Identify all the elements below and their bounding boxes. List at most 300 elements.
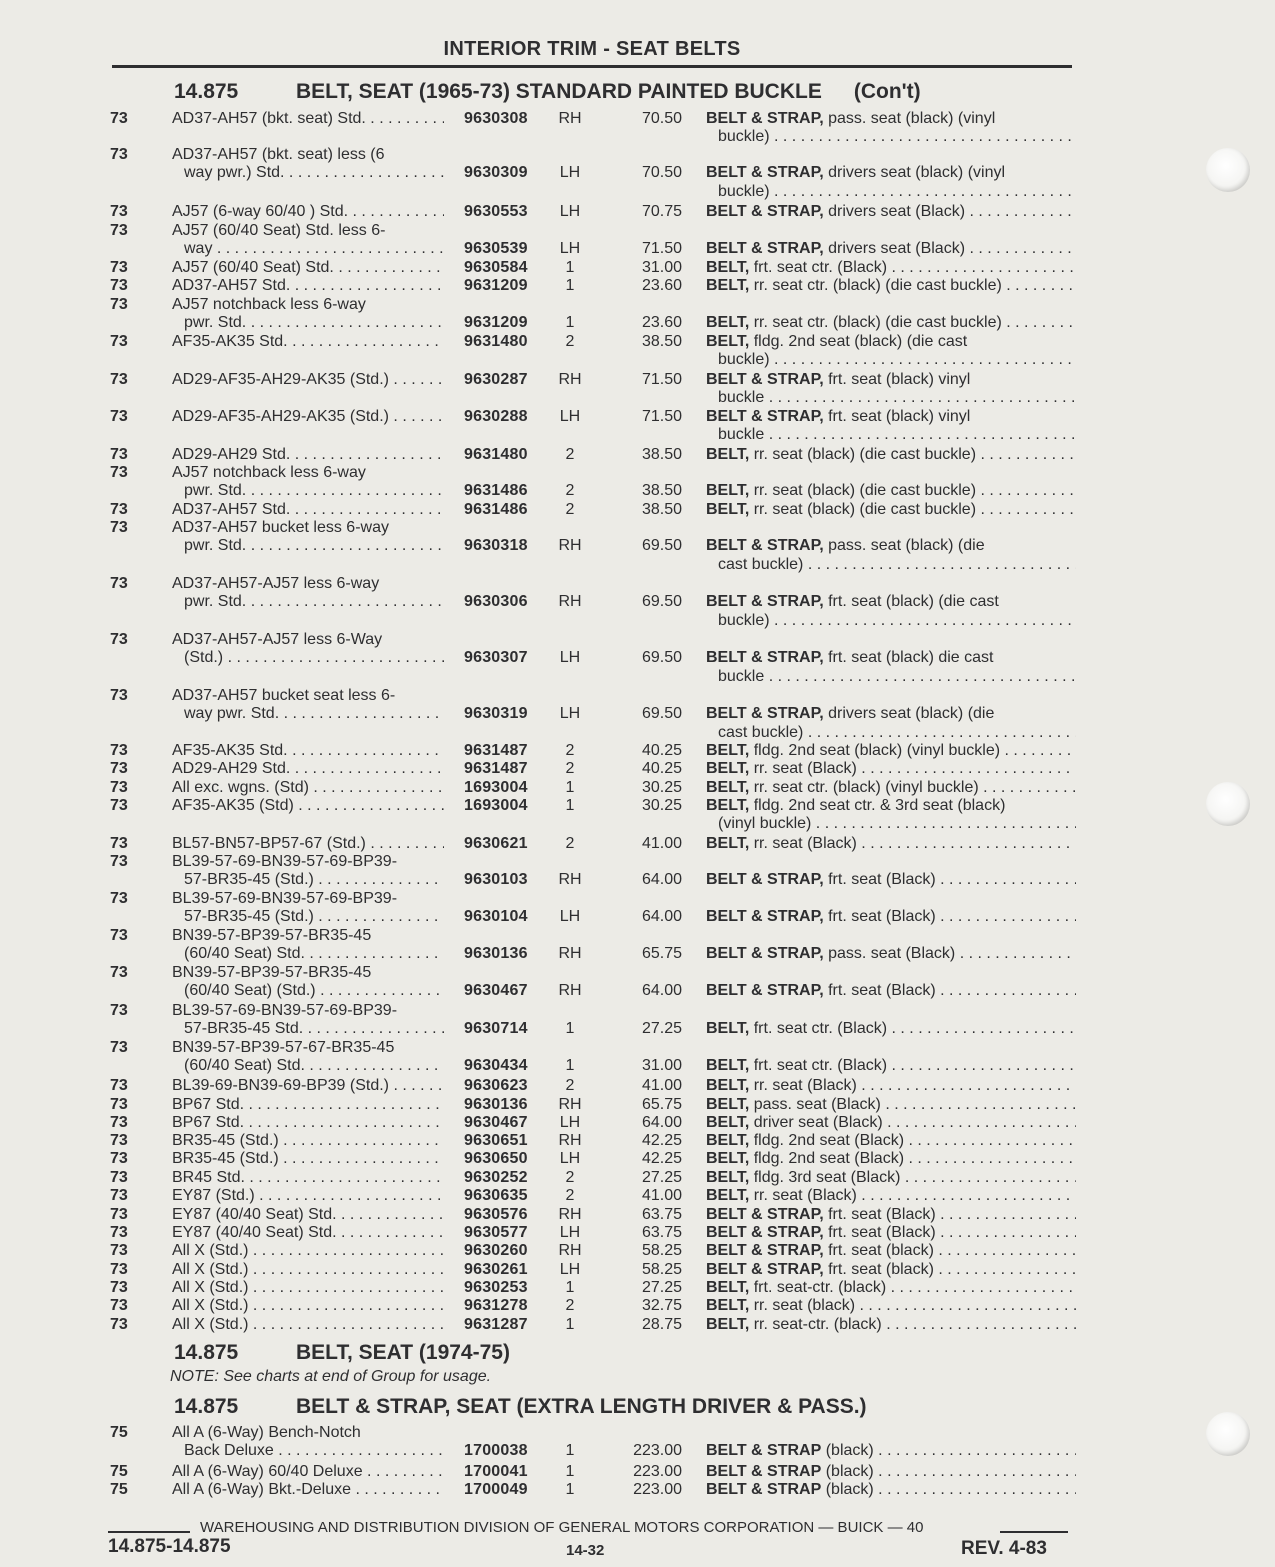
- part-number: 9631278: [464, 1297, 528, 1314]
- quantity: 2: [565, 333, 575, 350]
- model-description: [172, 575, 444, 612]
- part-name-bold: BELT,: [706, 1114, 750, 1131]
- part-detail: driver seat (Black): [753, 1114, 883, 1131]
- part-detail: rr. seat (Black): [753, 760, 857, 777]
- price: 63.75: [641, 1206, 682, 1223]
- description-line: All X (Std.) . . .: [172, 1297, 444, 1315]
- quantity: LH: [559, 1114, 581, 1131]
- header-rule: [112, 65, 1072, 68]
- part-name-line: [706, 649, 1076, 667]
- part-detail: frt. seat ctr. (Black): [753, 1020, 888, 1038]
- price: 32.75: [641, 1297, 682, 1314]
- part-name: [706, 908, 1076, 926]
- price: 64.00: [641, 1114, 682, 1131]
- part-detail: (black): [825, 1442, 874, 1460]
- part-name-line: [706, 240, 1076, 258]
- part-detail: buckle): [718, 182, 770, 200]
- part-name: [706, 945, 1076, 963]
- part-name-bold: BELT,: [706, 835, 750, 852]
- model-description: [172, 742, 444, 760]
- part-name: [706, 593, 1076, 630]
- part-name: [706, 649, 1076, 686]
- part-detail: rr. seat-ctr. (black): [753, 1316, 882, 1333]
- part-detail: pass. seat (Black): [828, 945, 956, 963]
- quantity: 1: [565, 1020, 575, 1038]
- part-name-line: [706, 556, 1076, 574]
- part-number: 9630287: [464, 371, 528, 388]
- model-year: 73: [110, 927, 128, 944]
- quantity: LH: [559, 164, 581, 182]
- model-description: [172, 853, 444, 890]
- quantity: 2: [565, 742, 575, 759]
- quantity: 1: [565, 1442, 575, 1460]
- part-name: [706, 203, 1076, 221]
- description-line: AD37-AH57 Std. . . .: [172, 501, 444, 519]
- part-name-line: [706, 1096, 1076, 1114]
- model-year: 73: [110, 296, 128, 313]
- section-heading: [174, 1341, 510, 1365]
- model-description: [172, 519, 444, 556]
- part-name-line: [706, 705, 1076, 723]
- part-detail: frt. seat (Black): [828, 908, 936, 926]
- part-name-bold: BELT,: [706, 1132, 750, 1149]
- description-line: BP67 Std. . . .: [172, 1096, 444, 1114]
- quantity: 2: [565, 1169, 575, 1186]
- model-description: [172, 277, 444, 295]
- description-line: AD29-AF35-AH29-AK35 (Std.) . . .: [172, 408, 444, 426]
- quantity: LH: [559, 908, 581, 926]
- model-description: [172, 203, 444, 221]
- section-number: 14.875: [174, 1341, 239, 1364]
- quantity: LH: [559, 1224, 581, 1241]
- description-line: EY87 (Std.) . . .: [172, 1187, 444, 1205]
- part-name-line: [706, 612, 1076, 630]
- price: 64.00: [641, 982, 682, 1000]
- section-continued: (Con't): [853, 80, 921, 103]
- part-number: 1700041: [464, 1463, 528, 1480]
- part-name-bold: BELT & STRAP,: [706, 408, 824, 425]
- part-name: [706, 259, 1076, 277]
- section-number: 14.875: [174, 1395, 239, 1418]
- model-description: [172, 1297, 444, 1315]
- price: 71.50: [641, 408, 682, 425]
- part-name-line: [706, 1463, 1076, 1481]
- description-line: AD37-AH57-AJ57 less 6-Way: [172, 631, 383, 648]
- part-name: [706, 333, 1076, 370]
- footer-group-range: 14.875-14.875: [108, 1536, 231, 1557]
- part-name-line: [706, 835, 1076, 853]
- part-name-bold: BELT,: [706, 742, 750, 759]
- part-number: 9630539: [464, 240, 528, 258]
- part-number: 9630650: [464, 1150, 528, 1167]
- part-name: [706, 110, 1076, 147]
- description-line: way pwr.) Std. . . .: [172, 164, 444, 182]
- section-title: BELT, SEAT (1974-75): [296, 1341, 510, 1364]
- part-detail: drivers seat (black) (die: [828, 705, 995, 723]
- quantity: LH: [559, 1150, 581, 1167]
- part-name: [706, 371, 1076, 408]
- part-name: [706, 779, 1076, 797]
- model-description: [172, 1224, 444, 1242]
- price: 38.50: [641, 446, 682, 463]
- part-name-line: [706, 351, 1076, 369]
- model-year: 73: [110, 1096, 128, 1113]
- part-name-bold: BELT & STRAP,: [706, 1206, 824, 1223]
- part-name: [706, 482, 1076, 500]
- part-name: [706, 835, 1076, 853]
- part-detail: fldg. 2nd seat (black) (die cast: [753, 333, 968, 350]
- model-year: 73: [110, 1169, 128, 1186]
- quantity: LH: [559, 408, 581, 425]
- part-name-line: [706, 779, 1076, 797]
- price: 69.50: [641, 537, 682, 555]
- part-number: 1700049: [464, 1481, 528, 1498]
- description-line: BR35-45 (Std.) . . .: [172, 1132, 444, 1150]
- quantity: RH: [558, 1132, 582, 1149]
- description-line: All X (Std.) . . .: [172, 1316, 444, 1334]
- part-name-bold: BELT,: [706, 779, 750, 796]
- part-detail: pass. seat (black) (die: [828, 537, 985, 555]
- part-name: [706, 1206, 1076, 1224]
- price: 64.00: [641, 871, 682, 889]
- part-name-bold: BELT,: [706, 1297, 750, 1314]
- price: 30.25: [641, 797, 682, 814]
- part-number: 1700038: [464, 1442, 528, 1460]
- model-year: 73: [110, 277, 128, 294]
- description-line: pwr. Std. . . .: [172, 314, 444, 332]
- quantity: RH: [558, 982, 582, 1000]
- quantity: 1: [565, 314, 575, 332]
- part-name: [706, 1096, 1076, 1114]
- part-name-line: [706, 724, 1076, 742]
- part-detail: rr. seat ctr. (black) (die cast buckle): [753, 314, 1002, 332]
- price: 41.00: [641, 835, 682, 852]
- model-description: [172, 1316, 444, 1334]
- description-line: pwr. Std. . . .: [172, 537, 444, 555]
- part-name-line: [706, 945, 1076, 963]
- footer-rule: [108, 1531, 190, 1533]
- model-year: 73: [110, 519, 128, 536]
- part-name-line: [706, 183, 1076, 201]
- part-name: [706, 1242, 1076, 1260]
- model-description: [172, 835, 444, 853]
- part-name-line: [706, 871, 1076, 889]
- part-number: 9630309: [464, 164, 528, 182]
- model-year: 73: [110, 631, 128, 648]
- part-name-bold: BELT & STRAP: [706, 1442, 822, 1460]
- description-line: (60/40 Seat) Std. . . .: [172, 1057, 444, 1075]
- part-number: 9630553: [464, 203, 528, 220]
- price: 69.50: [641, 649, 682, 667]
- part-name-line: [706, 1077, 1076, 1095]
- part-name-line: [706, 277, 1076, 295]
- model-description: [172, 408, 444, 426]
- part-name-bold: BELT & STRAP,: [706, 371, 824, 388]
- model-year: 73: [110, 1002, 128, 1019]
- price: 65.75: [641, 1096, 682, 1113]
- section-heading: [174, 80, 921, 104]
- model-description: [172, 1279, 444, 1297]
- part-detail: frt. seat-ctr. (black): [753, 1279, 887, 1296]
- part-name-bold: BELT,: [706, 482, 750, 500]
- description-line: AD29-AH29 Std. . . .: [172, 446, 444, 464]
- part-name-line: [706, 1316, 1076, 1334]
- description-line: BL39-57-69-BN39-57-69-BP39-: [172, 1002, 398, 1019]
- part-detail: rr. seat ctr. (black) (die cast buckle): [753, 277, 1002, 294]
- part-name-line: [706, 482, 1076, 500]
- price: 31.00: [641, 1057, 682, 1075]
- model-description: [172, 371, 444, 389]
- model-year: 73: [110, 853, 128, 870]
- part-name: [706, 705, 1076, 742]
- model-year: 73: [110, 1316, 128, 1333]
- part-detail: frt. seat (Black): [828, 982, 936, 1000]
- part-detail: buckle: [718, 389, 765, 407]
- part-name-line: [706, 1206, 1076, 1224]
- part-name: [706, 1020, 1076, 1038]
- price: 70.50: [641, 164, 682, 182]
- model-description: [172, 1002, 444, 1039]
- quantity: RH: [558, 1206, 582, 1223]
- model-year: 73: [110, 203, 128, 220]
- part-detail: rr. seat (black) (die cast buckle): [753, 501, 977, 518]
- price: 71.50: [641, 240, 682, 258]
- model-description: [172, 259, 444, 277]
- description-line: BP67 Std. . . .: [172, 1114, 444, 1132]
- model-year: 73: [110, 1187, 128, 1204]
- price: 70.75: [641, 203, 682, 220]
- part-name-bold: BELT & STRAP,: [706, 945, 824, 963]
- price: 69.50: [641, 705, 682, 723]
- quantity: 1: [565, 277, 575, 294]
- quantity: 1: [565, 1279, 575, 1296]
- part-name-line: [706, 1114, 1076, 1132]
- part-detail: fldg. 3rd seat (Black): [753, 1169, 901, 1186]
- part-name-bold: BELT,: [706, 446, 750, 463]
- part-number: 9630136: [464, 1096, 528, 1113]
- description-line: pwr. Std. . . .: [172, 482, 444, 500]
- part-detail: rr. seat (Black): [753, 835, 857, 852]
- part-name-bold: BELT & STRAP: [706, 1463, 822, 1480]
- part-name-bold: BELT,: [706, 1150, 750, 1167]
- table-row: [0, 575, 1275, 631]
- table-row: [0, 519, 1275, 575]
- description-line: AD37-AH57 bucket seat less 6-: [172, 687, 396, 704]
- part-name: [706, 1481, 1076, 1499]
- description-line: All A (6-Way) Bkt.-Deluxe . . .: [172, 1481, 444, 1499]
- price: 70.50: [641, 110, 682, 127]
- model-description: [172, 222, 444, 259]
- description-line: All exc. wgns. (Std) . . .: [172, 779, 444, 797]
- quantity: 2: [565, 446, 575, 463]
- part-name-line: [706, 537, 1076, 555]
- part-name-line: [706, 1057, 1076, 1075]
- quantity: LH: [559, 203, 581, 220]
- model-description: [172, 927, 444, 964]
- description-line: AD37-AH57-AJ57 less 6-way: [172, 575, 380, 592]
- part-number: 9630260: [464, 1242, 528, 1259]
- part-detail: frt. seat (black) vinyl: [828, 408, 971, 425]
- part-name-line: [706, 426, 1076, 444]
- part-detail: drivers seat (Black): [828, 240, 966, 258]
- part-name: [706, 164, 1076, 201]
- description-line: (60/40 Seat) Std. . . .: [172, 945, 444, 963]
- model-year: 73: [110, 890, 128, 907]
- price: 23.60: [641, 277, 682, 294]
- description-line: BL39-69-BN39-69-BP39 (Std.) . . .: [172, 1077, 444, 1095]
- price: 223.00: [633, 1442, 682, 1460]
- price: 27.25: [641, 1279, 682, 1296]
- part-name-line: [706, 908, 1076, 926]
- quantity: LH: [559, 240, 581, 258]
- part-name-line: [706, 815, 1076, 833]
- description-line: AF35-AK35 (Std) . . .: [172, 797, 444, 815]
- part-number: 9630307: [464, 649, 528, 667]
- table-row: [0, 146, 1275, 202]
- description-line: BL39-57-69-BN39-57-69-BP39-: [172, 853, 398, 870]
- description-line: EY87 (40/40 Seat) Std. . . .: [172, 1224, 444, 1242]
- part-detail: frt. seat ctr. (Black): [753, 1057, 888, 1075]
- price: 40.25: [641, 760, 682, 777]
- quantity: 1: [565, 797, 575, 814]
- part-name-bold: BELT,: [706, 259, 750, 276]
- price: 28.75: [641, 1316, 682, 1333]
- model-description: [172, 501, 444, 519]
- model-year: 73: [110, 1150, 128, 1167]
- part-number: 9630252: [464, 1169, 528, 1186]
- model-description: [172, 146, 444, 183]
- part-detail: rr. seat (black) (die cast buckle): [753, 446, 977, 463]
- part-number: 9630253: [464, 1279, 528, 1296]
- part-name-line: [706, 1261, 1076, 1279]
- usage-note: NOTE: See charts at end of Group for usage.: [170, 1368, 492, 1385]
- page-title: INTERIOR TRIM - SEAT BELTS: [443, 38, 741, 60]
- model-description: [172, 890, 444, 927]
- description-line: BN39-57-BP39-57-67-BR35-45: [172, 1039, 395, 1056]
- model-year: 73: [110, 501, 128, 518]
- description-line: EY87 (40/40 Seat) Std. . . .: [172, 1206, 444, 1224]
- part-number: 9630635: [464, 1187, 528, 1204]
- model-year: 73: [110, 1297, 128, 1314]
- part-name-bold: BELT,: [706, 797, 750, 814]
- part-name-bold: BELT,: [706, 1020, 750, 1038]
- description-line: AD37-AH57 bucket less 6-way: [172, 519, 389, 536]
- part-detail: cast buckle): [718, 555, 804, 573]
- part-name: [706, 1114, 1076, 1132]
- part-detail: rr. seat (Black): [753, 1077, 857, 1094]
- model-description: [172, 446, 444, 464]
- quantity: 1: [565, 1481, 575, 1498]
- part-name-bold: BELT,: [706, 1169, 750, 1186]
- part-detail: frt. seat (black) die cast: [828, 649, 994, 667]
- part-detail: frt. seat (black): [828, 1242, 934, 1259]
- part-number: 9630623: [464, 1077, 528, 1094]
- part-detail: fldg. 2nd seat ctr. & 3rd seat (black): [753, 797, 1006, 814]
- part-number: 9630714: [464, 1020, 528, 1038]
- model-description: [172, 779, 444, 797]
- description-line: All X (Std.) . . .: [172, 1242, 444, 1260]
- part-name-bold: BELT,: [706, 1096, 750, 1113]
- part-name-line: [706, 408, 1076, 426]
- part-name-line: [706, 982, 1076, 1000]
- description-line: BN39-57-BP39-57-BR35-45: [172, 927, 372, 944]
- part-name-line: [706, 446, 1076, 464]
- part-number: 9630103: [464, 871, 528, 889]
- part-name: [706, 1224, 1076, 1242]
- part-number: 9630467: [464, 1114, 528, 1131]
- model-year: 73: [110, 446, 128, 463]
- part-number: 9630318: [464, 537, 528, 555]
- description-line: way . . .: [172, 240, 444, 258]
- part-number: 9630577: [464, 1224, 528, 1241]
- description-line: All X (Std.) . . .: [172, 1279, 444, 1297]
- part-number: 9630584: [464, 259, 528, 276]
- model-description: [172, 1242, 444, 1260]
- part-name-bold: BELT,: [706, 1279, 750, 1296]
- part-name-bold: BELT & STRAP,: [706, 240, 824, 258]
- model-description: [172, 1132, 444, 1150]
- description-line: 57-BR35-45 (Std.) . . .: [172, 871, 444, 889]
- part-detail: buckle: [718, 667, 765, 685]
- description-line: AJ57 notchback less 6-way: [172, 464, 366, 481]
- model-year: 73: [110, 110, 128, 127]
- part-detail: buckle): [718, 128, 770, 146]
- description-line: Back Deluxe . . .: [172, 1442, 444, 1460]
- quantity: 2: [565, 501, 575, 518]
- table-row: [0, 687, 1275, 743]
- part-name-line: [706, 371, 1076, 389]
- price: 27.25: [641, 1020, 682, 1038]
- quantity: LH: [559, 1261, 581, 1278]
- part-name-bold: BELT & STRAP,: [706, 705, 824, 723]
- part-detail: buckle): [718, 351, 770, 369]
- part-number: 9631287: [464, 1316, 528, 1333]
- part-name-bold: BELT,: [706, 314, 750, 332]
- description-line: BR45 Std. . . .: [172, 1169, 444, 1187]
- section-title: BELT & STRAP, SEAT (EXTRA LENGTH DRIVER & PASS.): [296, 1395, 867, 1418]
- part-name-line: [706, 742, 1076, 760]
- model-year: 73: [110, 835, 128, 852]
- part-number: 9630104: [464, 908, 528, 926]
- part-name-line: [706, 1020, 1076, 1038]
- part-name: [706, 277, 1076, 295]
- model-description: [172, 1424, 444, 1461]
- part-name-line: [706, 1242, 1076, 1260]
- price: 64.00: [641, 908, 682, 926]
- part-name-bold: BELT & STRAP,: [706, 649, 824, 667]
- price: 30.25: [641, 779, 682, 796]
- model-description: [172, 687, 444, 724]
- part-detail: fldg. 2nd seat (Black): [753, 1150, 905, 1167]
- description-line: AJ57 notchback less 6-way: [172, 296, 366, 313]
- quantity: 2: [565, 1187, 575, 1204]
- model-description: [172, 1169, 444, 1187]
- price: 38.50: [641, 501, 682, 518]
- part-name: [706, 982, 1076, 1000]
- part-number: 9630136: [464, 945, 528, 963]
- part-name-line: [706, 259, 1076, 277]
- part-detail: pass. seat (Black): [753, 1096, 881, 1113]
- part-number: 9630261: [464, 1261, 528, 1278]
- part-detail: rr. seat (black) (die cast buckle): [753, 482, 977, 500]
- part-name-bold: BELT & STRAP,: [706, 203, 824, 220]
- part-name-bold: BELT & STRAP: [706, 1481, 822, 1498]
- part-name-bold: BELT & STRAP,: [706, 593, 824, 611]
- part-name: [706, 760, 1076, 778]
- model-year: 73: [110, 1132, 128, 1149]
- description-line: All A (6-Way) 60/40 Deluxe . . .: [172, 1463, 444, 1481]
- quantity: RH: [558, 1242, 582, 1259]
